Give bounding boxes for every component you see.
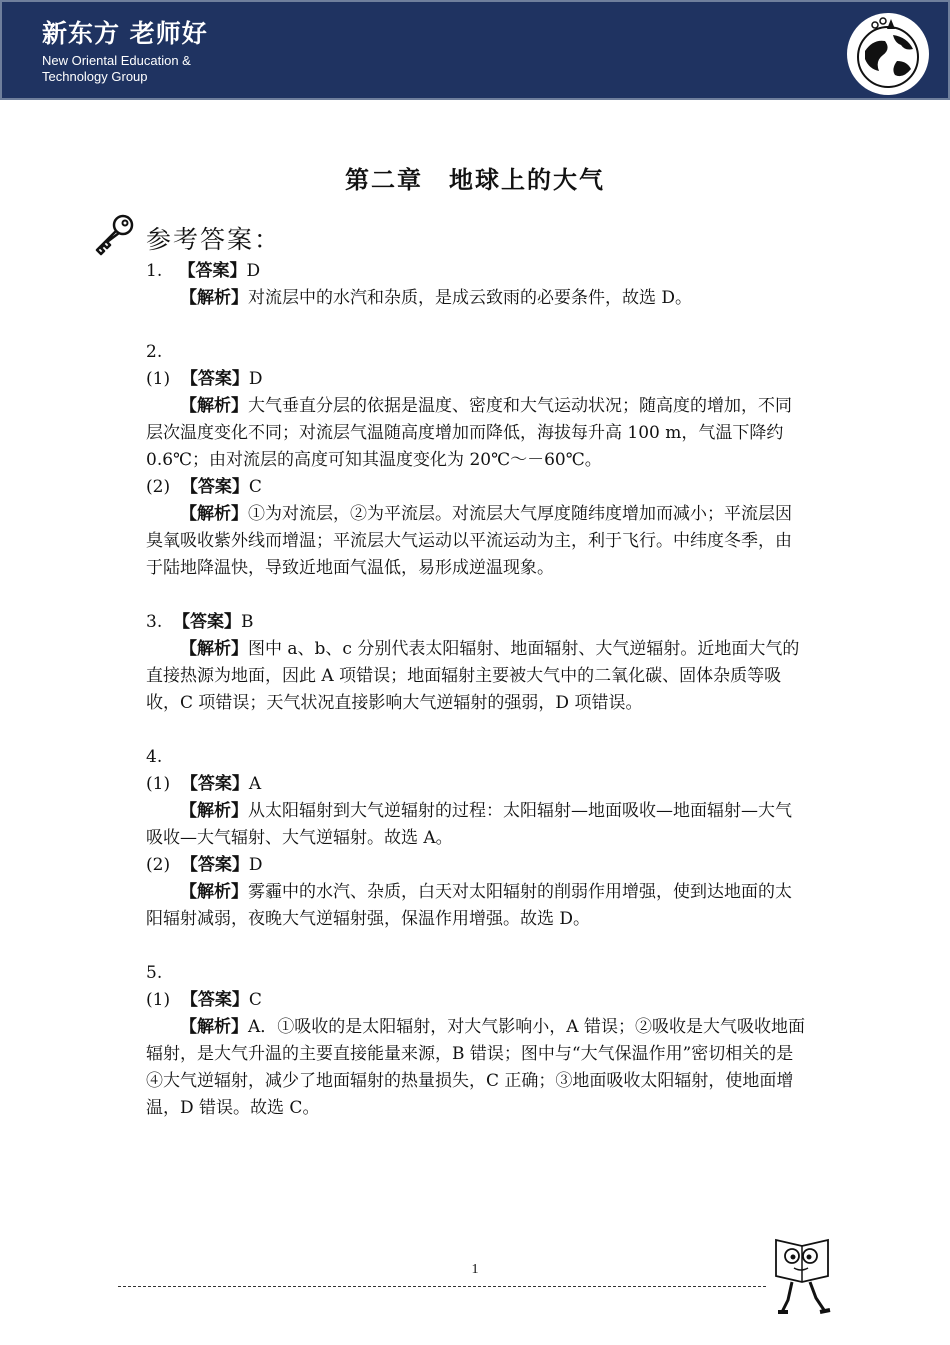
q1-analysis: 【解析】对流层中的水汽和杂质，是成云致雨的必要条件，故选 D。	[180, 288, 693, 308]
q5-1-answer: (1) 【答案】C	[146, 990, 262, 1010]
reading-mascot-icon	[770, 1234, 834, 1318]
chapter-title: 第二章 地球上的大气	[345, 166, 605, 194]
q3-answer: 3. 【答案】B	[146, 612, 254, 632]
q5-1-analysis: 【解析】A．①吸收的是太阳辐射，对大气影响小，A 错误；②吸收是大气吸收地面辐射，是大气升温的主要直接能量来源，B 错误；图中与“大气保温作用”密切相关的是④大气逆辐射，减少了地面辐射的热量损失，C 正确；③地面吸收太阳辐射，使地面增温，D 错误。故选 C。	[146, 1017, 805, 1118]
footer-dashed-divider	[118, 1286, 766, 1287]
q4-number: 4.	[146, 747, 163, 767]
q5-number: 5.	[146, 963, 163, 983]
q4-1-answer: (1) 【答案】A	[146, 774, 262, 794]
brand-en-line1: New Oriental Education &	[42, 53, 191, 68]
q3-analysis: 【解析】图中 a、b、c 分别代表太阳辐射、地面辐射、大气逆辐射。近地面大气的直接热源为地面，因此 A 项错误；地面辐射主要被大气中的二氧化碳、固体杂质等吸收，C 项错误；天气状况直接影响大气逆辐射的强弱，D 项错误。	[146, 639, 800, 713]
page-number: 1	[471, 1262, 479, 1277]
q4-2-answer: (2) 【答案】D	[146, 855, 263, 875]
q2-2-analysis: 【解析】①为对流层，②为平流层。对流层大气厚度随纬度增加而减小；平流层因臭氧吸收紫外线而增温；平流层大气运动以平流运动为主，利于飞行。中纬度冬季，由于陆地降温快，导致近地面气温低，易形成逆温现象。	[146, 504, 792, 578]
section-heading-answers: 参考答案：	[146, 225, 282, 254]
key-icon	[92, 212, 136, 256]
q4-2-analysis: 【解析】雾霾中的水汽、杂质，白天对太阳辐射的削弱作用增强，使到达地面的太阳辐射减弱，夜晚大气逆辐射强，保温作用增强。故选 D。	[146, 882, 792, 929]
q2-number: 2.	[146, 342, 163, 362]
q2-1-analysis: 【解析】大气垂直分层的依据是温度、密度和大气运动状况；随高度的增加，不同层次温度变化不同；对流层气温随高度增加而降低，海拔每升高 100 m，气温下降约 0.6℃；由对流层的高度可知其温度变化为 20℃～－60℃。	[146, 396, 792, 470]
q1-answer: 1. 【答案】D	[146, 261, 261, 281]
brand-en-line2: Technology Group	[42, 69, 148, 84]
answer-content	[146, 258, 806, 1122]
header-banner	[0, 0, 950, 100]
q2-2-answer: (2) 【答案】C	[146, 477, 262, 497]
globe-mascot-logo-icon	[845, 11, 931, 97]
brand-name-cn: 新东方 老师好	[42, 19, 208, 48]
q2-1-answer: (1) 【答案】D	[146, 369, 263, 389]
brand-name-en	[42, 53, 191, 85]
q4-1-analysis: 【解析】从太阳辐射到大气逆辐射的过程：太阳辐射—地面吸收—地面辐射—大气吸收—大气辐射、大气逆辐射。故选 A。	[146, 801, 792, 848]
